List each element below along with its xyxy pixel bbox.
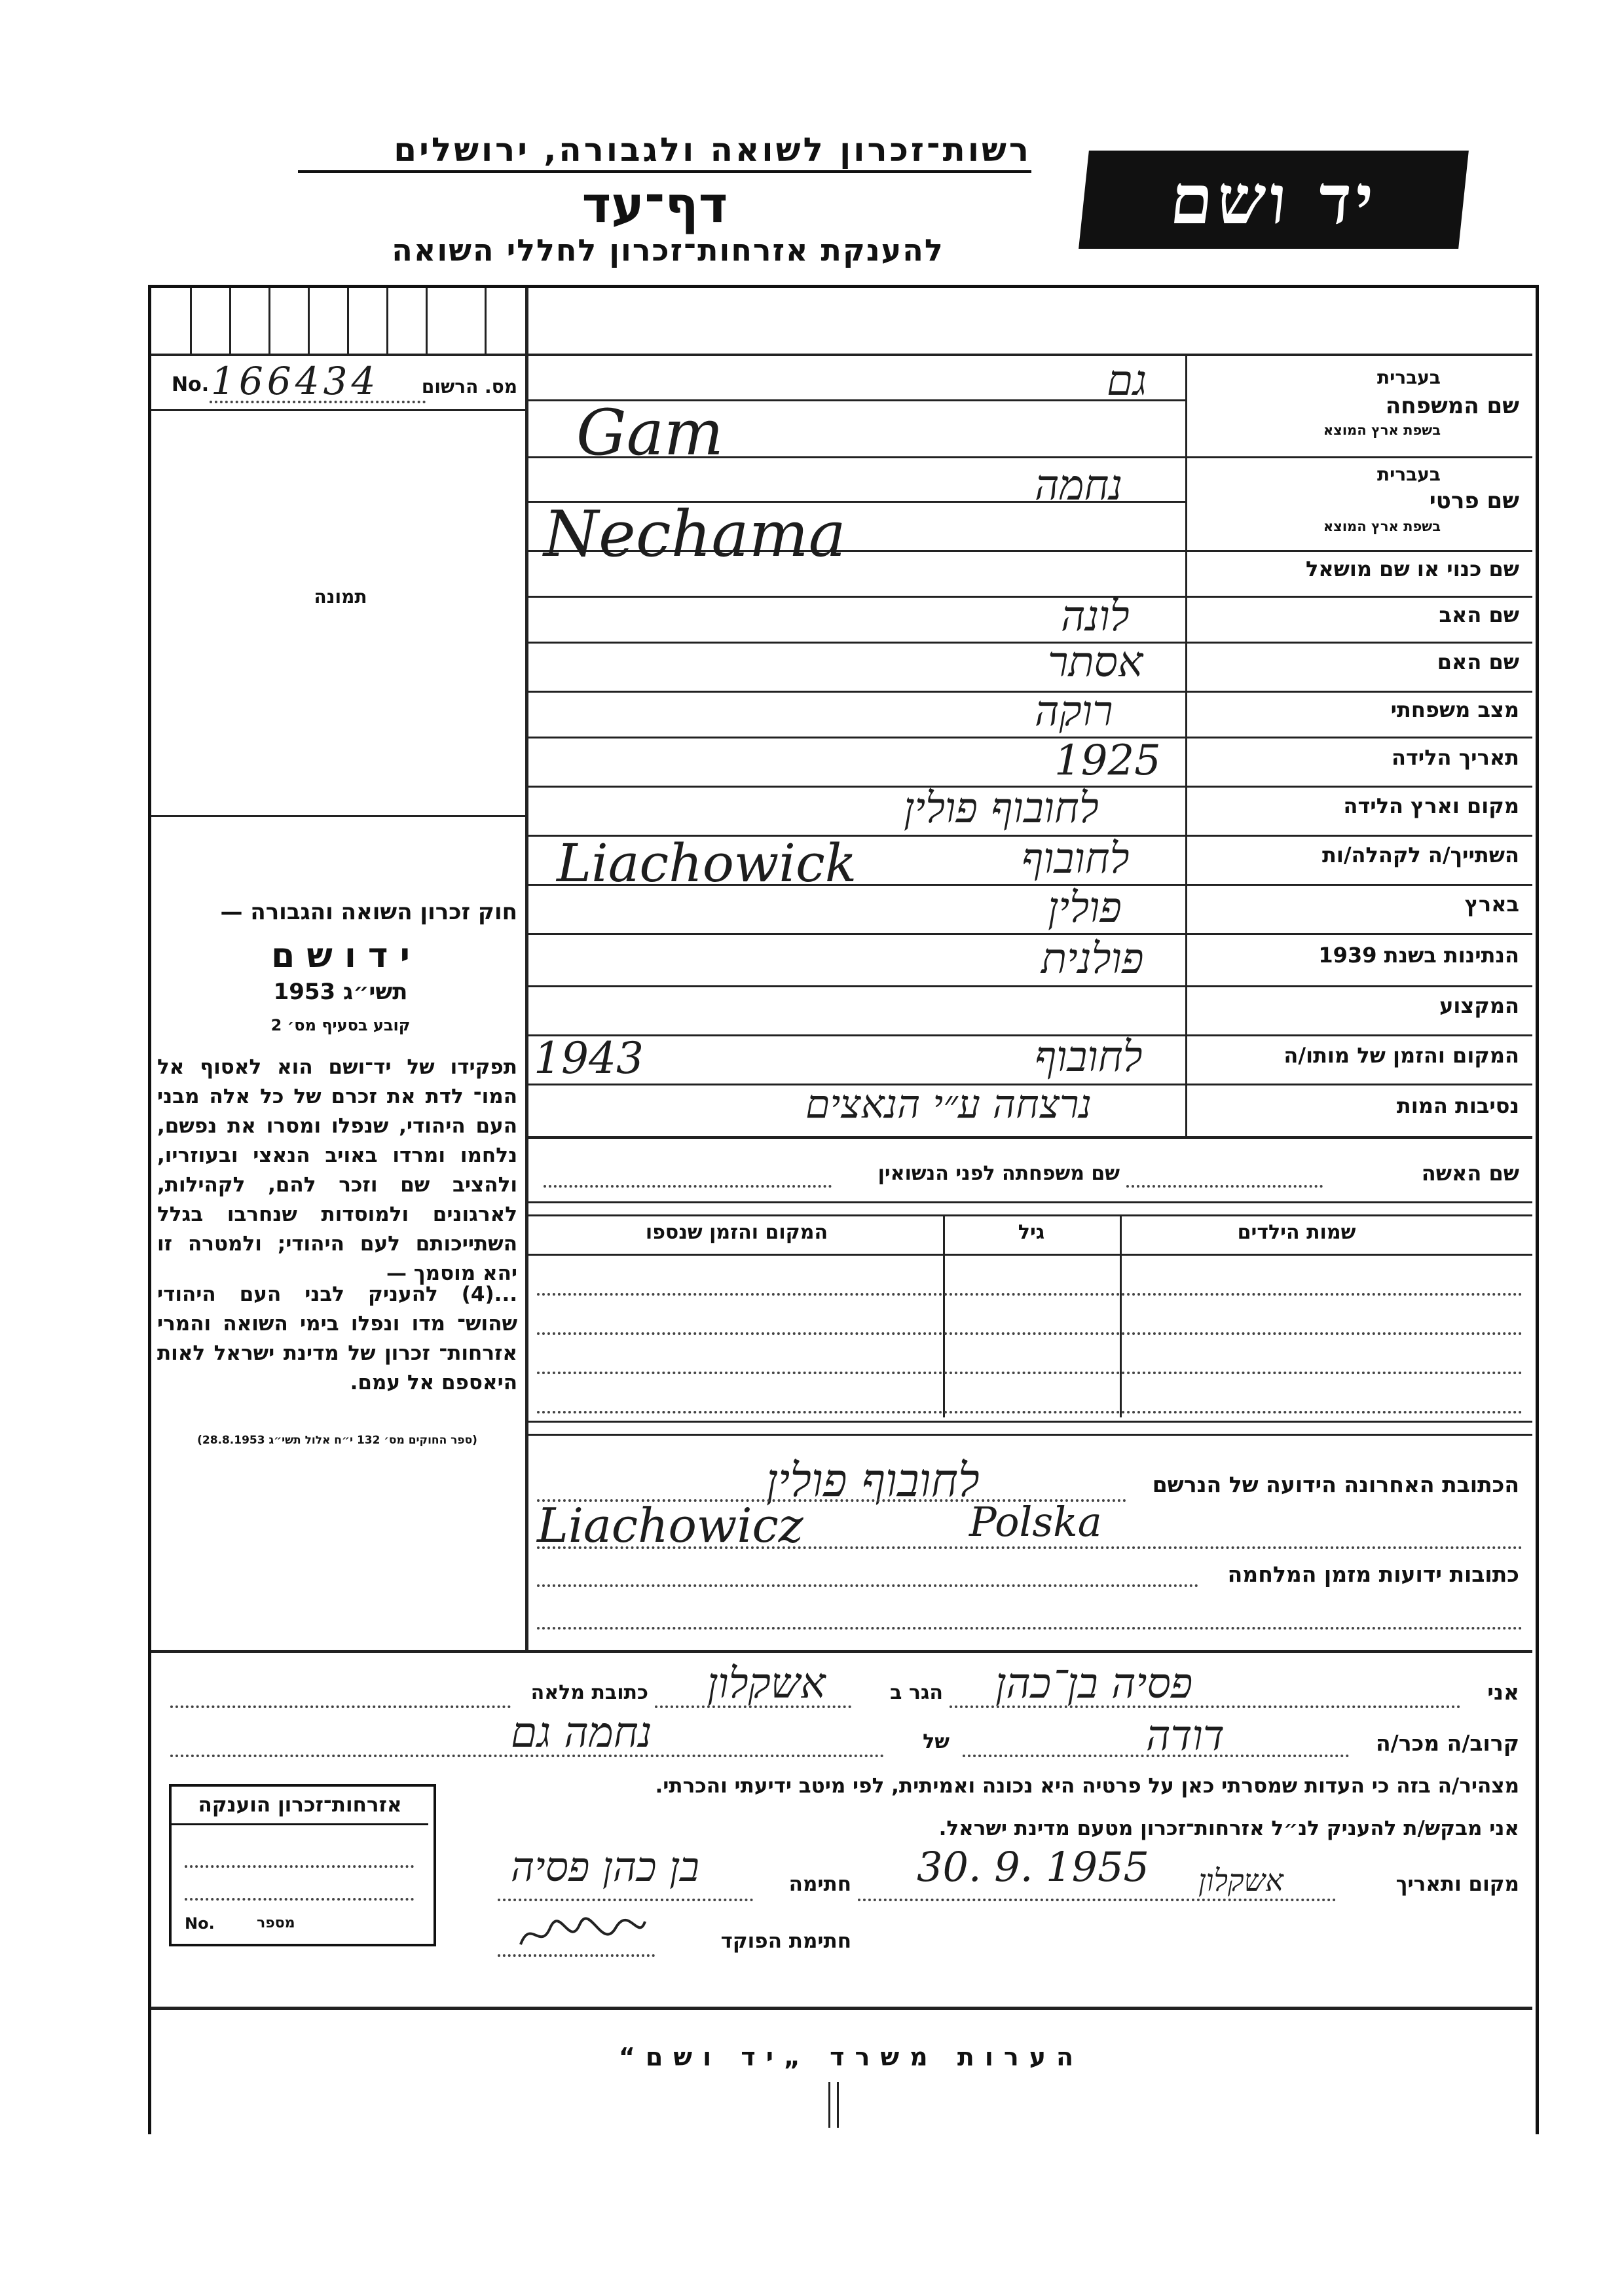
form-subtitle: להענקת אזרחות־זכרון לחללי השואה (392, 232, 944, 268)
request-text: אני מבקש/ת להעניק לנ״ל אזרחות־זכרון מטעם מדינת ישראל. (938, 1817, 1519, 1840)
value-death-year[interactable]: 1943 (534, 1033, 644, 1084)
value-witness-name[interactable]: פסיה בן־כהן (995, 1660, 1193, 1708)
law-title: חוק זכרון השואה והגבורה — (220, 899, 517, 925)
value-birth-date[interactable]: 1925 (1054, 737, 1161, 785)
label-maiden-name: שם משפחתה לפני הנשואין (877, 1162, 1120, 1185)
law-text-clause4: ...(4) להעניק לבני העם היהודי שהוש־ מדו ונפלו בימי השואה והמרי אזרחות־ זכרון של מדינת ישראל לאות היאספם אל עמם. (157, 1283, 517, 1394)
label-profession: המקצוע (1439, 993, 1519, 1018)
value-of-name[interactable]: נחמה גם (511, 1709, 652, 1757)
officer-dots (498, 1954, 655, 1957)
registration-number: 166434 (211, 359, 380, 403)
children-header-bottom (527, 1254, 1532, 1256)
value-last-address-hebrew[interactable]: לחובוף פולין (766, 1453, 980, 1507)
value-last-address-latin[interactable]: Liachowicz (537, 1498, 803, 1553)
value-place[interactable]: אשקלון (1198, 1863, 1283, 1898)
label-officer-signature: חתימת הפוקד (720, 1929, 851, 1953)
address-dots (537, 1584, 1198, 1587)
value-community-latin[interactable]: Liachowick (557, 833, 857, 894)
notes-heading: הערות משרד „יד ושם“ (618, 2043, 1084, 2071)
value-last-address-country[interactable]: Polska (969, 1498, 1102, 1546)
of-dots (170, 1755, 884, 1757)
label-death-circumstances: נסיבות המות (1396, 1093, 1519, 1118)
strip-tick (190, 288, 192, 354)
children-row (537, 1293, 1522, 1296)
children-row (537, 1332, 1522, 1335)
logo-text: יד ושם (1166, 159, 1381, 240)
row-line (527, 1136, 1532, 1139)
value-first-name-hebrew[interactable]: נחמה (1035, 462, 1123, 510)
children-header-line (527, 1214, 1532, 1216)
value-family-name-hebrew[interactable]: גם (1107, 357, 1147, 405)
relation-dots (963, 1755, 1349, 1757)
authority-heading: רשות־זכרון לשואה ולגבורה, ירושלים (298, 131, 1031, 173)
left-column-divider (525, 288, 528, 1650)
label-wartime-addresses: כתובות ידועות מזמן המלחמה (1227, 1561, 1519, 1587)
citizenship-box-prefix: No. (185, 1914, 215, 1933)
row-line (527, 985, 1532, 987)
children-row (537, 1372, 1522, 1374)
photo-separator (151, 815, 525, 817)
registration-prefix: No. (172, 373, 210, 396)
wife-dots (1126, 1185, 1323, 1188)
citizenship-box-dots (185, 1865, 414, 1868)
law-name: י ד ו ש ם (271, 936, 410, 975)
address-dots (537, 1627, 1522, 1630)
value-marital[interactable]: רוקה (1035, 687, 1113, 736)
value-relation[interactable]: דודה (1146, 1712, 1225, 1760)
label-i-am: אני (1487, 1679, 1519, 1705)
section-line (151, 1650, 1532, 1653)
label-first-hebrew: בעברית (1376, 464, 1441, 485)
date-dots (858, 1899, 1336, 1901)
strip-tick (386, 288, 388, 354)
label-of: של (923, 1730, 950, 1753)
section-line (151, 2007, 1532, 2010)
witness-dots (950, 1705, 1460, 1708)
children-bottom (527, 1421, 1532, 1423)
label-wife: שם האשה (1421, 1161, 1519, 1186)
row-line (527, 691, 1532, 693)
declaration-text: מצהיר/ה בזה כי העדות שמסרתי כאן על פרטיה היא נכונה ואמיתית, לפי מיטב ידיעתי והכרתי. (655, 1774, 1519, 1798)
strip-tick (268, 288, 270, 354)
citizenship-box (169, 1784, 436, 1946)
label-first-origin: בשפת ארץ המוצא (1323, 519, 1441, 534)
label-nickname: שם כנוי או שם מושאל (1305, 556, 1519, 581)
law-citation: (ספר החוקים מס׳ 132 י״ח אלול תשי״ג 28.8.1953) (197, 1434, 477, 1447)
label-children: שמות הילדים (1237, 1221, 1356, 1244)
value-mother[interactable]: אסתר (1048, 638, 1143, 687)
label-residing: הגר ב (890, 1681, 943, 1704)
law-year: תשי״ג 1953 (273, 979, 408, 1005)
address-full-dots (170, 1705, 511, 1708)
value-citizenship[interactable]: פולנית (1041, 935, 1144, 983)
fold-mark (828, 2082, 830, 2128)
fold-mark (837, 2082, 839, 2128)
value-first-name-origin[interactable]: Nechama (544, 498, 846, 571)
strip-tick (426, 288, 428, 354)
citizenship-box-dots (185, 1898, 414, 1901)
registration-line (151, 409, 525, 411)
maiden-dots (544, 1185, 832, 1188)
label-family-hebrew: בעברית (1376, 367, 1441, 388)
value-signature[interactable]: בן כהן פסיה (511, 1843, 699, 1891)
label-family-origin: בשפת ארץ המוצא (1323, 422, 1441, 438)
law-text-mission: תפקידו של יד־ושם הוא לאסוף אל המו־ לדת את זכרם של כל אלה מבני העם היהודי, שנפלו ומסרו את נפשם, נלחמו ומרדו באויב הנאצי ובעוזריו, ולהציב שם וזכר להם, לקהילות, לארגונים ולמוסדות שנחרבו בגלל השתייכותם לעם היהודי; ולמטרה זו יהא מוסמך — (157, 1055, 517, 1285)
label-community: השתייך/ה לקהלה/ות (1321, 843, 1519, 867)
address-dots (537, 1546, 1522, 1549)
label-place-date: מקום ותאריך (1395, 1872, 1519, 1896)
photo-label: תמונה (314, 586, 367, 608)
label-father: שם האב (1439, 602, 1519, 627)
strip-tick (229, 288, 231, 354)
strip-tick (308, 288, 310, 354)
children-col-divider (943, 1214, 945, 1417)
row-line (527, 1201, 1532, 1203)
strip-tick (485, 288, 487, 354)
officer-signature-mark (517, 1915, 648, 1954)
citizenship-box-number: מספר (257, 1915, 295, 1931)
law-clause: קובע בסעיף מס׳ 2 (270, 1016, 411, 1034)
label-birth-place: מקום וארץ הלידה (1343, 793, 1519, 818)
city-dots (655, 1705, 851, 1708)
address-top (527, 1434, 1532, 1436)
yad-vashem-logo (1079, 151, 1469, 249)
label-marital: מצב משפחתי (1390, 697, 1519, 722)
value-father[interactable]: לונה (1061, 592, 1130, 641)
signature-dots (498, 1899, 753, 1901)
row-line (527, 596, 1532, 598)
label-birth-date: תאריך הלידה (1391, 745, 1519, 770)
label-age: גיל (1018, 1221, 1045, 1244)
value-date[interactable]: 30. 9. 1955 (917, 1843, 1149, 1891)
label-full-address: כתובת מלאה (530, 1681, 648, 1704)
value-death-place[interactable]: לחובוף (1035, 1033, 1143, 1082)
label-column-divider (1185, 354, 1187, 1136)
top-strip-line (151, 354, 1532, 356)
label-country: בארץ (1464, 892, 1519, 917)
label-citizenship: הנתינות בשנת 1939 (1318, 943, 1519, 968)
label-relative: קרוב/ה מכר/ה (1376, 1730, 1519, 1756)
registration-dots (210, 401, 426, 403)
value-family-name-origin[interactable]: Gam (576, 396, 724, 469)
strip-tick (347, 288, 349, 354)
children-col-divider (1120, 1214, 1122, 1417)
form-title: דף־עד (581, 175, 728, 234)
row-line (527, 933, 1532, 935)
children-row (537, 1411, 1522, 1413)
label-place-time-perished: המקום והזמן שנספו (645, 1221, 828, 1244)
row-line (527, 642, 1532, 644)
value-birth-place[interactable]: לחובוף פולין (904, 784, 1099, 833)
value-country[interactable]: פולין (1048, 884, 1122, 932)
row-line (527, 1034, 1532, 1036)
value-death-circumstances[interactable]: נרצחה ע״י הנאצים (805, 1082, 1092, 1127)
value-community-hebrew[interactable]: לחובוף (1022, 835, 1130, 883)
registration-label: מס. הרשום (421, 376, 517, 397)
label-mother: שם האם (1437, 649, 1519, 674)
officer-signature-icon (517, 1915, 648, 1954)
label-first-name: שם פרטי (1429, 488, 1519, 514)
label-death-place-time: המקום והזמן של מותו/ה (1283, 1043, 1519, 1068)
row-line (527, 737, 1532, 738)
label-last-address: הכתובת האחרונה הידועה של הנרשם (1152, 1472, 1519, 1497)
label-family-name: שם המשפחה (1385, 393, 1519, 419)
label-signature: חתימה (788, 1872, 851, 1896)
citizenship-box-title: אזרחות־זכרון הוענקה (172, 1793, 428, 1825)
value-witness-city[interactable]: אשקלון (707, 1660, 826, 1708)
